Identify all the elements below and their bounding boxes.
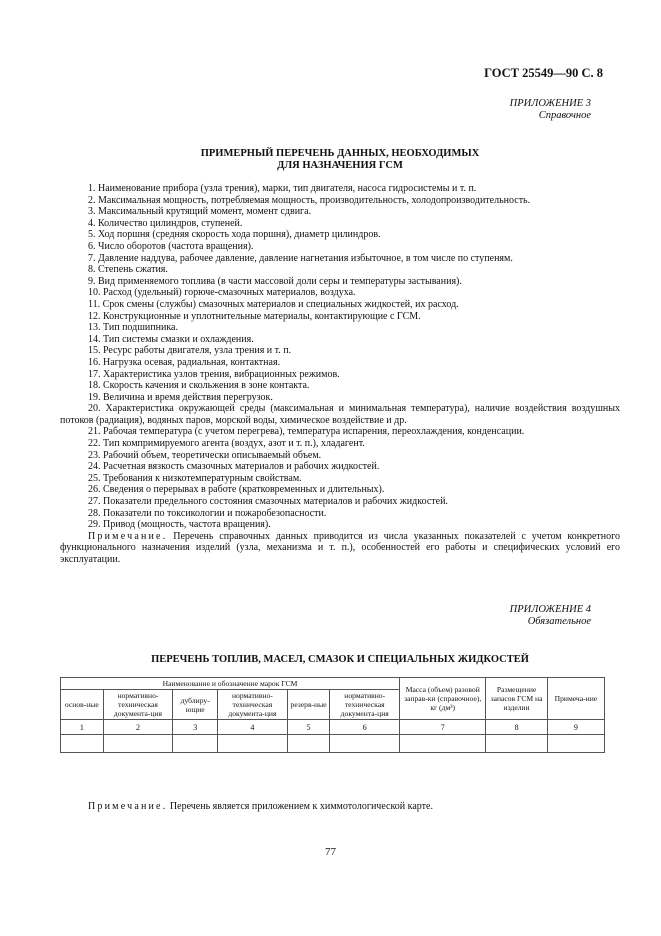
note-label: Примечание.: [88, 801, 168, 812]
list-item: 5. Ход поршня (средняя скорость хода поршня), диаметр цилиндров.: [88, 229, 381, 241]
table-cell: [103, 735, 173, 753]
list-item: 24. Расчетная вязкость смазочных материалов и рабочих жидкостей.: [88, 461, 380, 473]
list-item: 12. Конструкционные и уплотнительные материалы, контактирующие с ГСМ.: [88, 310, 421, 322]
list-item: 18. Скорость качения и скольжения в зоне контакта.: [88, 380, 310, 392]
gsm-table: [60, 677, 605, 753]
placement-header: Размещение запасов ГСМ на изделии: [486, 678, 547, 720]
sub-header: основ-ные: [61, 690, 104, 720]
column-number: 1: [61, 720, 104, 735]
appendix4-heading: [510, 604, 591, 628]
appendix3-title-line2: ДЛЯ НАЗНАЧЕНИЯ ГСМ: [277, 159, 403, 171]
sub-header: нормативно-техническая документа-ция: [218, 690, 288, 720]
table-cell: [173, 735, 218, 753]
group-header: Наименование и обозначение марок ГСМ: [61, 678, 400, 690]
list-item: 26. Сведения о перерывах в работе (кратковременных и длительных).: [88, 484, 385, 496]
column-number: 7: [400, 720, 486, 735]
column-number: 9: [547, 720, 604, 735]
list-item: 3. Максимальный крутящий момент, момент сдвига.: [88, 206, 312, 218]
list-item: 21. Рабочая температура (с учетом перегрева), температура испарения, переохлаждения, конденсации.: [88, 426, 525, 438]
list-item: 20. Характеристика окружающей среды (максимальная и минимальная температура), наличие воздействия воздушных потоков (радиация), водяных паров, морской воды, химическое воздействие и др.: [60, 403, 620, 426]
list-item: 8. Степень сжатия.: [88, 264, 168, 276]
appendix3-title: [60, 148, 620, 171]
column-number: 6: [330, 720, 400, 735]
notes-header: Примеча-ние: [547, 678, 604, 720]
data-list: [60, 183, 620, 566]
appendix3-status: Справочное: [538, 110, 591, 121]
column-number: 2: [103, 720, 173, 735]
list-item: 9. Вид применяемого топлива (в части массовой доли серы и температуры застывания).: [88, 275, 462, 287]
column-number: 8: [486, 720, 547, 735]
sub-header: резерв-ные: [287, 690, 330, 720]
note-text: Перечень справочных данных приводится из числа указанных показателей с учетом конкретного функционального назначения изделий (узла, механизма и т. п.), особенностей его работы и специфических условий его эксплуатации.: [60, 530, 621, 565]
appendix4-status: Обязательное: [527, 616, 591, 627]
list-item: 15. Ресурс работы двигателя, узла трения и т. п.: [88, 345, 292, 357]
list-item: 25. Требования к низкотемпературным свойствам.: [88, 472, 302, 484]
list-item: 7. Давление наддува, рабочее давление, давление нагнетания избыточное, в том числе по ступеням.: [88, 252, 513, 264]
list-item: 14. Тип системы смазки и охлаждения.: [88, 333, 254, 345]
table-cell: [330, 735, 400, 753]
mass-header: Масса (объем) разовой заправ-ки (справочное), кг (дм³): [400, 678, 486, 720]
appendix4-label: ПРИЛОЖЕНИЕ 4: [509, 604, 591, 615]
list-item: 23. Рабочий объем, теоретически описываемый объем.: [88, 449, 322, 461]
list-item: 10. Расход (удельный) горюче-смазочных материалов, воздуха.: [88, 287, 356, 299]
table-cell: [547, 735, 604, 753]
column-number: 3: [173, 720, 218, 735]
list-item: 4. Количество цилиндров, ступеней.: [88, 217, 243, 229]
list-item: 16. Нагрузка осевая, радиальная, контактная.: [88, 356, 281, 368]
table-cell: [218, 735, 288, 753]
table-cell: [287, 735, 330, 753]
appendix3-title-line1: ПРИМЕРНЫЙ ПЕРЕЧЕНЬ ДАННЫХ, НЕОБХОДИМЫХ: [200, 148, 480, 159]
list-item: 6. Число оборотов (частота вращения).: [88, 240, 254, 252]
list-item: 13. Тип подшипника.: [88, 322, 178, 334]
sub-header: нормативно-техническая документа-ция: [330, 690, 400, 720]
appendix3-label: ПРИЛОЖЕНИЕ 3: [509, 98, 591, 109]
table-row: [61, 735, 605, 753]
column-number: 5: [287, 720, 330, 735]
table-cell: [486, 735, 547, 753]
appendix4-note: [88, 801, 433, 812]
table-cell: [400, 735, 486, 753]
note-label: Примечание.: [88, 530, 168, 542]
list-item: 22. Тип компримируемого агента (воздух, азот и т. п.), хладагент.: [88, 438, 365, 450]
note-text: Перечень является приложением к химмотологической карте.: [169, 801, 433, 812]
list-item: 2. Максимальная мощность, потребляемая мощность, производительность, холодопроизводительность.: [88, 194, 531, 206]
sub-header: нормативно-техническая документа-ция: [103, 690, 173, 720]
page-header: ГОСТ 25549—90 С. 8: [484, 66, 603, 80]
list-item: 11. Срок смены (службы) смазочных материалов и специальных жидкостей, их расход.: [88, 298, 459, 310]
sub-header: дублиру-ющие: [173, 690, 218, 720]
list-item: 19. Величина и время действия перегрузок.: [88, 391, 273, 403]
list-item: 1. Наименование прибора (узла трения), марки, тип двигателя, насоса гидросистемы и т. п.: [88, 183, 477, 194]
appendix4-title: ПЕРЕЧЕНЬ ТОПЛИВ, МАСЕЛ, СМАЗОК И СПЕЦИАЛЬНЫХ ЖИДКОСТЕЙ: [151, 654, 529, 665]
list-item: 29. Привод (мощность, частота вращения).: [88, 519, 271, 531]
appendix3-note: [60, 531, 620, 566]
table-cell: [61, 735, 104, 753]
list-item: 28. Показатели по токсикологии и пожаробезопасности.: [88, 507, 327, 519]
list-item: 27. Показатели предельного состояния смазочных материалов и рабочих жидкостей.: [88, 496, 448, 508]
appendix3-heading: [510, 98, 591, 122]
column-number: 4: [218, 720, 288, 735]
page-number: 77: [325, 846, 336, 858]
list-item: 17. Характеристика узлов трения, вибрационных режимов.: [88, 368, 340, 380]
